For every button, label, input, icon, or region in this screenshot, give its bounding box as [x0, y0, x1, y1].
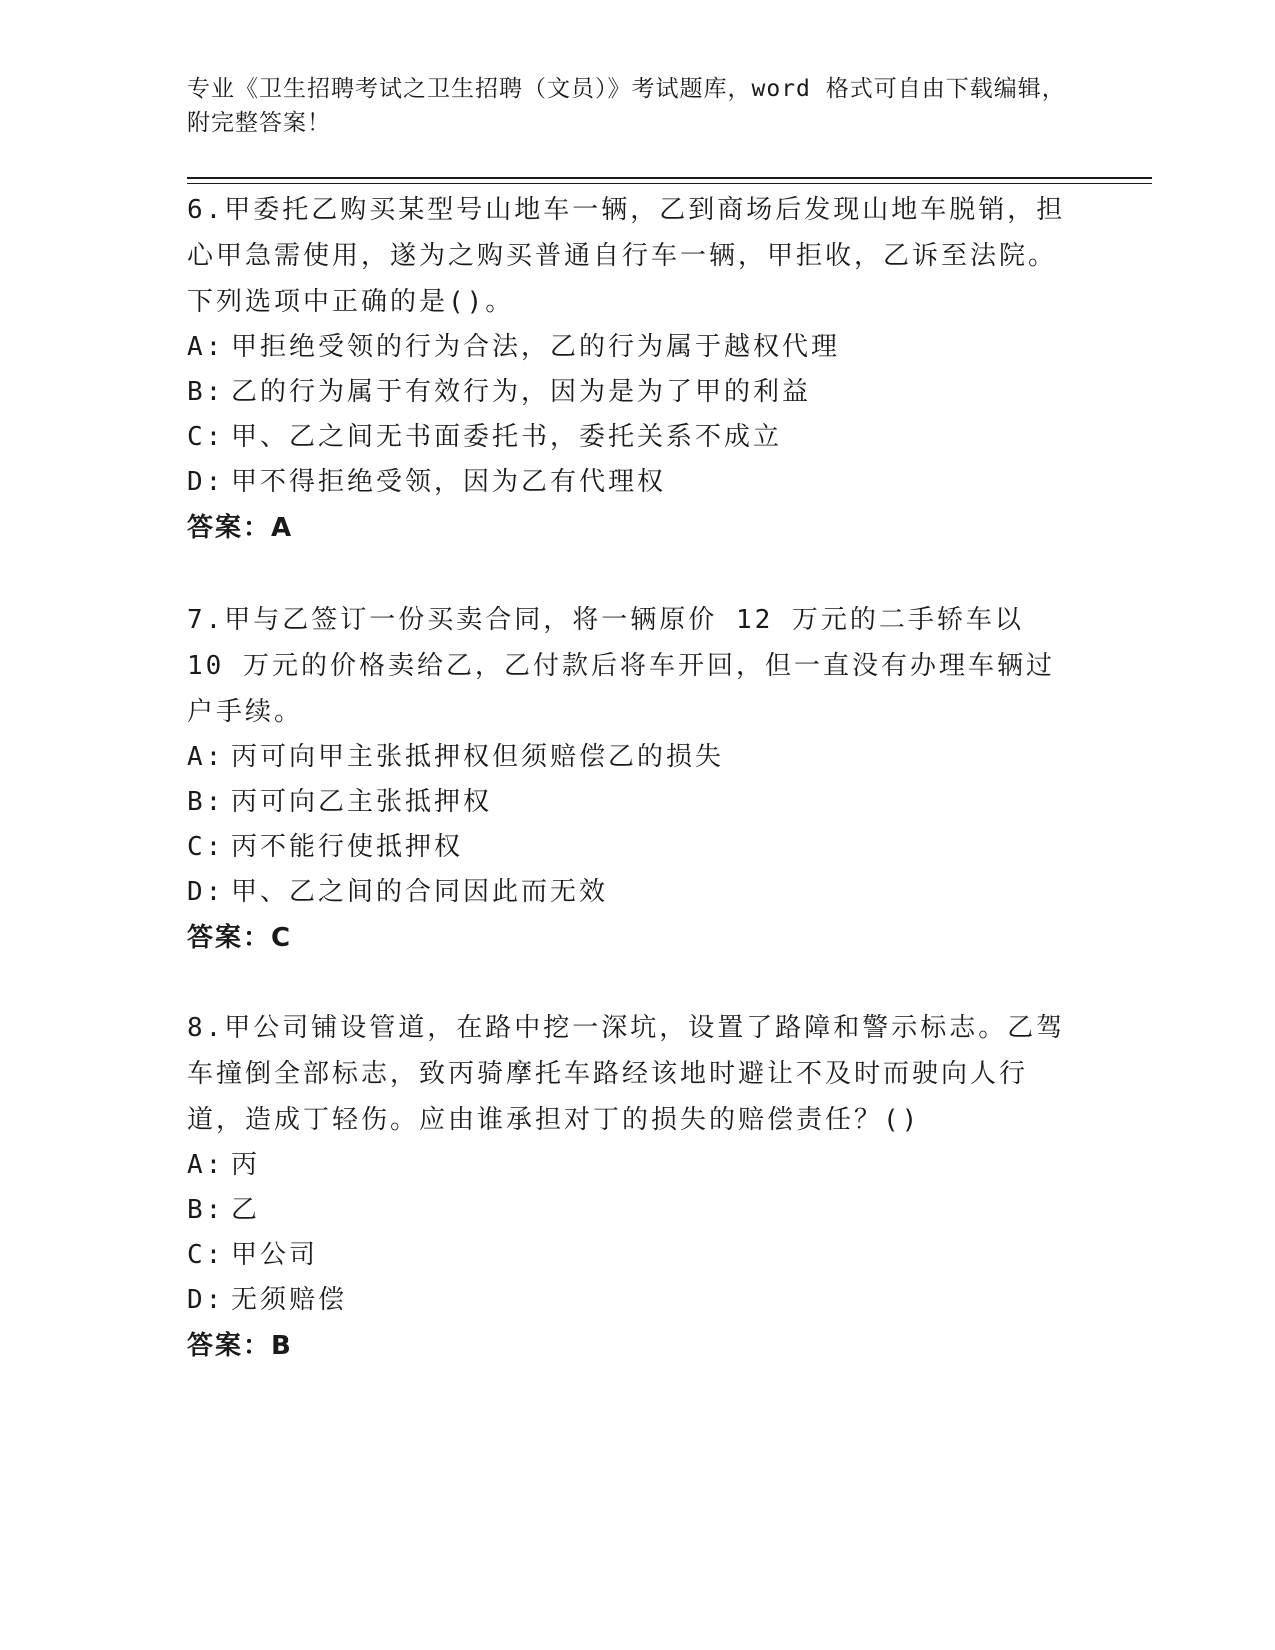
option-letter: A:: [187, 742, 225, 772]
question-8: [187, 1005, 1067, 1369]
option-letter: D:: [187, 1285, 225, 1315]
option-b: [187, 370, 1067, 415]
option-letter: B:: [187, 1195, 225, 1225]
option-letter: B:: [187, 377, 225, 407]
question-stem: 7.甲与乙签订一份买卖合同，将一辆原价 12 万元的二手轿车以 10 万元的价格卖给乙，乙付款后将车开回，但一直没有办理车辆过户手续。: [187, 605, 1055, 727]
answer-line: 答案：A: [187, 513, 294, 543]
document-header: 专业《卫生招聘考试之卫生招聘（文员）》考试题库，word 格式可自由下载编辑，附完整答案！: [187, 76, 1066, 136]
option-text: 丙不能行使抵押权: [231, 832, 464, 862]
option-a: [187, 325, 1067, 370]
option-letter: C:: [187, 422, 225, 452]
option-text: 丙可向乙主张抵押权: [231, 787, 493, 817]
question-stem: 8.甲公司铺设管道，在路中挖一深坑，设置了路障和警示标志。乙驾车撞倒全部标志，致丙骑摩托车路经该地时避让不及时而驶向人行道，造成丁轻伤。应由谁承担对丁的损失的赔偿责任？(): [187, 1013, 1066, 1135]
option-letter: D:: [187, 467, 225, 497]
option-text: 甲、乙之间的合同因此而无效: [231, 877, 609, 907]
option-c: [187, 825, 1067, 870]
option-c: [187, 415, 1067, 460]
header-divider-thick: [187, 177, 1152, 179]
option-c: [187, 1233, 1067, 1278]
option-text: 丙: [231, 1150, 261, 1180]
option-letter: A:: [187, 1150, 225, 1180]
option-b: [187, 1188, 1067, 1233]
header-divider-thin: [187, 183, 1152, 184]
option-text: 乙: [231, 1195, 261, 1225]
option-text: 甲公司: [231, 1240, 319, 1270]
option-letter: B:: [187, 787, 225, 817]
answer-line: 答案：B: [187, 1331, 293, 1361]
option-d: [187, 870, 1067, 915]
answer-line: 答案：C: [187, 923, 293, 953]
option-text: 甲、乙之间无书面委托书，委托关系不成立: [231, 422, 783, 452]
option-text: 甲不得拒绝受领，因为乙有代理权: [231, 467, 667, 497]
option-text: 乙的行为属于有效行为，因为是为了甲的利益: [231, 377, 812, 407]
option-letter: D:: [187, 877, 225, 907]
option-text: 无须赔偿: [231, 1285, 348, 1315]
option-d: [187, 1278, 1067, 1323]
question-6: [187, 187, 1067, 551]
option-letter: C:: [187, 1240, 225, 1270]
question-stem: 6.甲委托乙购买某型号山地车一辆，乙到商场后发现山地车脱销，担心甲急需使用，遂为之购买普通自行车一辆，甲拒收，乙诉至法院。下列选项中正确的是()。: [187, 195, 1066, 317]
option-text: 甲拒绝受领的行为合法，乙的行为属于越权代理: [231, 332, 841, 362]
option-a: [187, 1143, 1067, 1188]
question-7: [187, 597, 1067, 961]
option-letter: C:: [187, 832, 225, 862]
option-a: [187, 735, 1067, 780]
option-b: [187, 780, 1067, 825]
option-text: 丙可向甲主张抵押权但须赔偿乙的损失: [231, 742, 725, 772]
option-letter: A:: [187, 332, 225, 362]
option-d: [187, 460, 1067, 505]
